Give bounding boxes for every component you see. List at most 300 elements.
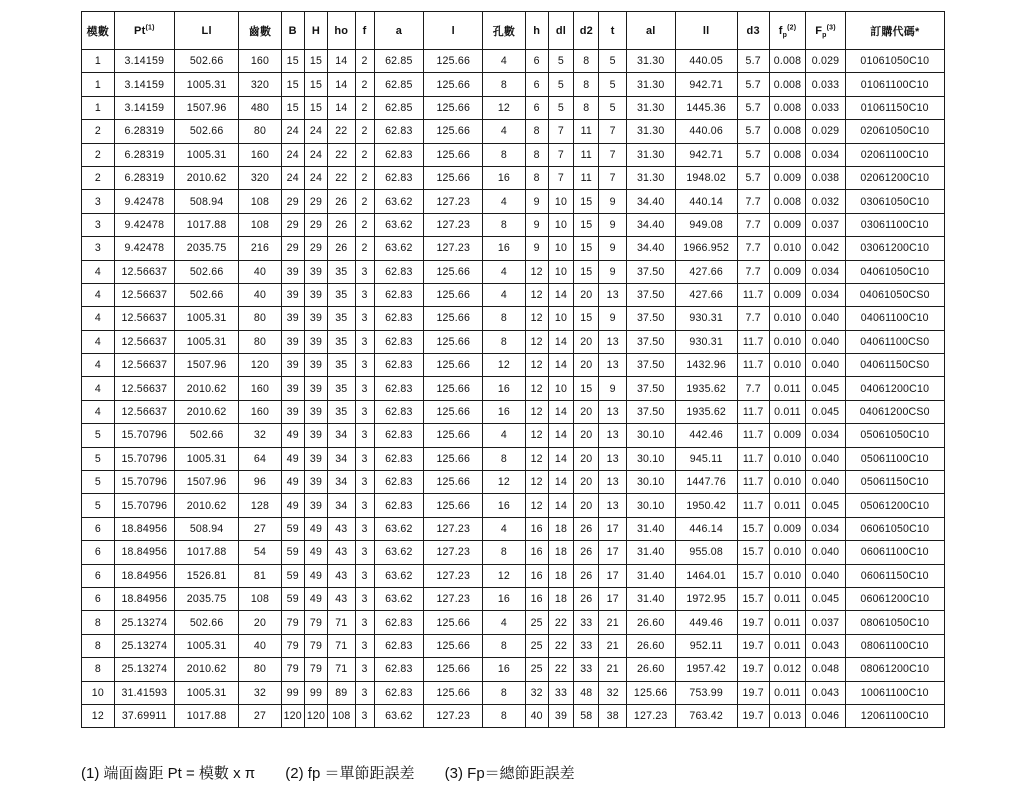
table-cell: 9 [599,190,626,213]
table-cell: 3 [355,681,374,704]
table-cell: 160 [239,377,281,400]
table-cell: 08061200C10 [845,658,944,681]
table-cell: 502.66 [174,611,238,634]
table-cell: 930.31 [675,330,737,353]
table-cell: 1432.96 [675,354,737,377]
table-cell: 2010.62 [174,494,238,517]
table-cell: 5.7 [737,143,769,166]
table-cell: 12 [483,96,525,119]
table-cell: 39 [304,400,327,423]
table-cell: 79 [304,611,327,634]
table-cell: 127.23 [424,587,483,610]
table-cell: 1950.42 [675,494,737,517]
table-cell: 8 [483,143,525,166]
table-cell: 480 [239,96,281,119]
table-cell: 4 [82,330,115,353]
column-header-superscript: (1) [145,23,155,31]
table-cell: 63.62 [374,517,424,540]
table-cell: 26 [574,541,599,564]
table-cell: 1972.95 [675,587,737,610]
table-cell: 108 [239,190,281,213]
table-cell: 1005.31 [174,681,238,704]
table-cell: 2 [355,96,374,119]
table-cell: 9.42478 [114,213,174,236]
table-cell: 63.62 [374,190,424,213]
table-cell: 502.66 [174,260,238,283]
table-cell: 0.010 [769,564,806,587]
table-cell: 12 [525,283,548,306]
table-cell: 05061050C10 [845,424,944,447]
table-cell: 945.11 [675,447,737,470]
table-cell: 26 [574,517,599,540]
column-header [806,12,845,50]
table-cell: 6 [525,50,548,73]
table-cell: 125.66 [424,611,483,634]
table-cell: 14 [548,447,573,470]
column-header-label: d2 [579,24,593,37]
table-cell: 7.7 [737,237,769,260]
table-cell: 81 [239,564,281,587]
table-cell: 31.40 [626,541,675,564]
table-cell: 5 [599,73,626,96]
table-cell: 31.40 [626,587,675,610]
table-cell: 508.94 [174,190,238,213]
table-cell: 120 [304,704,327,727]
table-row [82,424,945,447]
table-cell: 2 [355,120,374,143]
table-cell: 18.84956 [114,564,174,587]
table-cell: 0.048 [806,658,845,681]
table-cell: 0.009 [769,260,806,283]
table-cell: 4 [82,283,115,306]
table-cell: 34 [328,447,355,470]
table-cell: 06061050C10 [845,517,944,540]
table-cell: 08061100C10 [845,634,944,657]
table-cell: 753.99 [675,681,737,704]
table-cell: 942.71 [675,73,737,96]
table-row [82,330,945,353]
table-cell: 30.10 [626,447,675,470]
table-cell: 80 [239,307,281,330]
column-header [114,12,174,50]
table-cell: 0.011 [769,611,806,634]
table-cell: 24 [304,166,327,189]
column-header [239,12,281,50]
table-cell: 0.033 [806,73,845,96]
table-row [82,587,945,610]
table-cell: 40 [239,260,281,283]
table-cell: 6.28319 [114,166,174,189]
table-cell: 0.009 [769,283,806,306]
table-cell: 39 [304,471,327,494]
table-cell: 62.83 [374,658,424,681]
table-cell: 502.66 [174,424,238,447]
table-cell: 0.010 [769,447,806,470]
table-cell: 22 [328,143,355,166]
table-cell: 39 [304,283,327,306]
table-cell: 5 [599,96,626,119]
table-cell: 2 [355,190,374,213]
column-header [82,12,115,50]
table-cell: 0.008 [769,50,806,73]
table-row [82,658,945,681]
table-cell: 18 [548,564,573,587]
table-cell: 4 [82,307,115,330]
table-row [82,50,945,73]
table-cell: 39 [304,494,327,517]
table-cell: 3 [355,517,374,540]
table-cell: 1935.62 [675,377,737,400]
table-cell: 15.70796 [114,424,174,447]
table-cell: 3.14159 [114,50,174,73]
table-cell: 3 [355,260,374,283]
table-cell: 26.60 [626,634,675,657]
table-row [82,634,945,657]
table-cell: 10 [548,260,573,283]
table-cell: 449.46 [675,611,737,634]
table-cell: 26 [328,213,355,236]
table-cell: 4 [483,50,525,73]
table-cell: 06061150C10 [845,564,944,587]
table-cell: 39 [304,377,327,400]
table-cell: 39 [304,424,327,447]
table-cell: 16 [483,494,525,517]
table-cell: 10 [548,377,573,400]
table-cell: 3 [355,424,374,447]
table-cell: 35 [328,307,355,330]
table-cell: 20 [574,471,599,494]
table-cell: 0.010 [769,330,806,353]
table-cell: 8 [483,447,525,470]
table-cell: 39 [304,330,327,353]
table-cell: 62.83 [374,260,424,283]
table-cell: 2010.62 [174,377,238,400]
table-cell: 1005.31 [174,143,238,166]
table-cell: 14 [548,400,573,423]
table-cell: 15 [574,377,599,400]
table-cell: 01061100C10 [845,73,944,96]
table-cell: 21 [599,634,626,657]
table-cell: 108 [239,587,281,610]
table-row [82,96,945,119]
table-cell: 24 [304,120,327,143]
table-cell: 39 [281,354,304,377]
table-cell: 0.042 [806,237,845,260]
table-cell: 3 [355,471,374,494]
table-cell: 125.66 [626,681,675,704]
column-header-label: t [610,24,615,37]
table-cell: 99 [304,681,327,704]
table-cell: 0.040 [806,354,845,377]
table-cell: 125.66 [424,681,483,704]
table-cell: 6 [82,517,115,540]
table-cell: 20 [574,330,599,353]
table-cell: 16 [483,400,525,423]
table-cell: 62.83 [374,611,424,634]
table-cell: 3 [355,447,374,470]
table-cell: 5 [82,447,115,470]
column-header-label: 訂購代碼* [870,25,920,38]
table-cell: 63.62 [374,541,424,564]
table-cell: 9 [525,190,548,213]
table-cell: 04061150CS0 [845,354,944,377]
table-cell: 15 [574,237,599,260]
table-cell: 01061050C10 [845,50,944,73]
table-cell: 125.66 [424,166,483,189]
table-cell: 8 [483,73,525,96]
table-cell: 127.23 [424,564,483,587]
table-cell: 20 [574,283,599,306]
table-cell: 18.84956 [114,587,174,610]
table-cell: 06061200C10 [845,587,944,610]
table-cell: 33 [548,681,573,704]
table-cell: 13 [599,400,626,423]
table-cell: 1447.76 [675,471,737,494]
table-cell: 26.60 [626,658,675,681]
table-cell: 15.70796 [114,494,174,517]
table-cell: 1005.31 [174,330,238,353]
table-cell: 7 [599,143,626,166]
table-cell: 14 [548,494,573,517]
table-cell: 49 [281,447,304,470]
table-cell: 16 [483,377,525,400]
table-cell: 502.66 [174,50,238,73]
table-row [82,377,945,400]
column-header-label: a [395,24,403,37]
column-header [769,12,806,50]
column-header [374,12,424,50]
table-cell: 160 [239,400,281,423]
table-cell: 108 [239,213,281,236]
table-cell: 49 [304,517,327,540]
table-cell: 16 [525,564,548,587]
table-cell: 160 [239,143,281,166]
table-cell: 0.034 [806,143,845,166]
gear-rack-spec-table [81,11,945,728]
table-cell: 125.66 [424,400,483,423]
table-cell: 39 [304,354,327,377]
table-cell: 0.040 [806,307,845,330]
table-cell: 1526.81 [174,564,238,587]
table-cell: 8 [483,681,525,704]
table-cell: 40 [239,283,281,306]
table-cell: 9 [599,237,626,260]
table-cell: 502.66 [174,120,238,143]
table-cell: 1017.88 [174,704,238,727]
table-cell: 8 [574,50,599,73]
table-cell: 1957.42 [675,658,737,681]
table-cell: 12 [82,704,115,727]
table-cell: 16 [483,587,525,610]
table-cell: 5 [82,471,115,494]
table-cell: 8 [483,704,525,727]
table-cell: 39 [281,283,304,306]
table-cell: 25.13274 [114,658,174,681]
table-cell: 11.7 [737,494,769,517]
table-cell: 80 [239,330,281,353]
table-cell: 62.85 [374,73,424,96]
table-cell: 0.037 [806,611,845,634]
table-row [82,611,945,634]
table-cell: 12 [525,471,548,494]
table-cell: 0.009 [769,166,806,189]
table-cell: 0.037 [806,213,845,236]
table-cell: 6 [82,587,115,610]
column-header [328,12,355,50]
table-cell: 4 [483,190,525,213]
table-cell: 7.7 [737,213,769,236]
table-cell: 05061150C10 [845,471,944,494]
table-cell: 11.7 [737,354,769,377]
table-row [82,400,945,423]
table-cell: 62.83 [374,400,424,423]
table-cell: 16 [525,541,548,564]
table-cell: 49 [304,587,327,610]
table-cell: 16 [483,166,525,189]
table-cell: 8 [82,611,115,634]
table-cell: 4 [82,377,115,400]
table-cell: 12 [525,424,548,447]
table-cell: 0.013 [769,704,806,727]
table-cell: 12.56637 [114,283,174,306]
table-cell: 120 [239,354,281,377]
table-cell: 35 [328,354,355,377]
table-cell: 15 [574,307,599,330]
table-cell: 12 [525,400,548,423]
table-cell: 31.40 [626,517,675,540]
table-cell: 427.66 [675,283,737,306]
table-cell: 942.71 [675,143,737,166]
table-cell: 49 [304,541,327,564]
table-cell: 3 [355,377,374,400]
table-cell: 15.7 [737,564,769,587]
table-cell: 15 [304,73,327,96]
table-cell: 0.009 [769,424,806,447]
table-cell: 13 [599,424,626,447]
table-cell: 2010.62 [174,658,238,681]
table-cell: 8 [82,634,115,657]
table-cell: 9 [599,307,626,330]
table-cell: 1507.96 [174,471,238,494]
table-row [82,494,945,517]
table-cell: 14 [328,96,355,119]
table-cell: 12 [483,564,525,587]
table-cell: 71 [328,658,355,681]
table-cell: 8 [483,307,525,330]
table-cell: 62.83 [374,143,424,166]
table-cell: 11.7 [737,330,769,353]
table-cell: 0.008 [769,96,806,119]
table-cell: 22 [548,611,573,634]
table-cell: 62.83 [374,307,424,330]
column-header [599,12,626,50]
table-cell: 62.83 [374,283,424,306]
table-cell: 8 [525,166,548,189]
table-cell: 18 [548,517,573,540]
table-cell: 96 [239,471,281,494]
table-row [82,307,945,330]
table-cell: 03061200C10 [845,237,944,260]
table-cell: 38 [599,704,626,727]
table-cell: 12 [525,377,548,400]
table-cell: 3 [355,658,374,681]
table-cell: 13 [599,471,626,494]
table-cell: 22 [548,658,573,681]
column-header-label: 孔數 [492,25,516,38]
column-header [483,12,525,50]
table-cell: 24 [281,120,304,143]
table-cell: 37.50 [626,330,675,353]
table-cell: 10 [548,190,573,213]
table-cell: 125.66 [424,634,483,657]
table-cell: 14 [548,471,573,494]
table-cell: 12.56637 [114,400,174,423]
table-cell: 12 [483,354,525,377]
table-cell: 31.30 [626,73,675,96]
table-cell: 0.046 [806,704,845,727]
table-cell: 7 [548,166,573,189]
table-cell: 125.66 [424,50,483,73]
table-cell: 10061100C10 [845,681,944,704]
table-cell: 18 [548,541,573,564]
table-cell: 11.7 [737,283,769,306]
table-cell: 3 [355,283,374,306]
table-cell: 17 [599,587,626,610]
table-row [82,237,945,260]
table-cell: 03061100C10 [845,213,944,236]
table-cell: 2035.75 [174,587,238,610]
table-cell: 04061050CS0 [845,283,944,306]
table-cell: 6.28319 [114,120,174,143]
table-cell: 62.83 [374,166,424,189]
table-cell: 8 [483,541,525,564]
table-cell: 11 [574,166,599,189]
table-cell: 62.85 [374,96,424,119]
table-cell: 35 [328,377,355,400]
table-cell: 1948.02 [675,166,737,189]
table-cell: 21 [599,658,626,681]
table-cell: 7.7 [737,260,769,283]
table-cell: 125.66 [424,120,483,143]
table-cell: 1966.952 [675,237,737,260]
table-cell: 31.41593 [114,681,174,704]
table-cell: 31.40 [626,564,675,587]
table-cell: 18.84956 [114,541,174,564]
column-header-label: Ll [201,24,212,37]
table-cell: 26 [328,190,355,213]
table-cell: 05061100C10 [845,447,944,470]
table-cell: 9 [599,260,626,283]
table-cell: 10 [548,213,573,236]
table-cell: 40 [239,634,281,657]
table-cell: 59 [281,564,304,587]
table-cell: 62.83 [374,424,424,447]
table-cell: 125.66 [424,330,483,353]
table-cell: 763.42 [675,704,737,727]
table-cell: 15 [281,96,304,119]
table-cell: 35 [328,400,355,423]
column-header-superscript: (2) [787,23,797,31]
table-cell: 0.011 [769,681,806,704]
table-cell: 15.7 [737,541,769,564]
table-cell: 15.70796 [114,471,174,494]
table-cell: 8 [483,213,525,236]
table-cell: 14 [328,50,355,73]
table-cell: 14 [548,330,573,353]
table-cell: 49 [281,494,304,517]
table-cell: 8 [574,96,599,119]
table-cell: 31.30 [626,143,675,166]
